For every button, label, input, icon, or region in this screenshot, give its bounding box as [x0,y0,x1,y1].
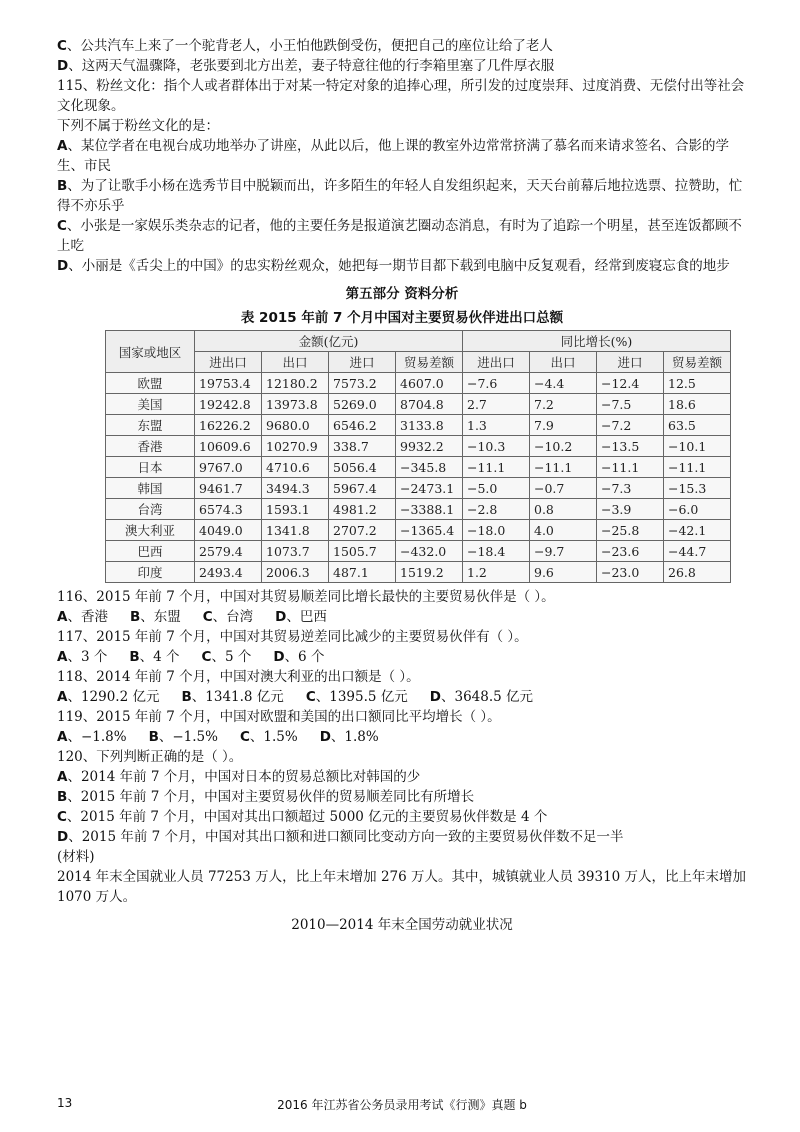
value-cell: 10270.9 [262,436,329,457]
value-cell: 2.7 [463,394,530,415]
option-label: B [57,178,68,194]
q115-option-b [57,176,747,216]
value-cell: 1073.7 [262,541,329,562]
region-cell: 东盟 [106,415,195,436]
option-label: C [57,218,67,234]
option-text: 、−1.5% [158,729,218,745]
option-label: B [181,689,192,705]
option-text: 、香港 [67,609,108,625]
value-cell: 2493.4 [195,562,262,583]
table-title: 表 2015 年前 7 个月中国对主要贸易伙伴进出口总额 [240,310,564,326]
question-120-stem: 120、下列判断正确的是（ ）。 [57,749,243,765]
option-label: C [202,609,213,625]
table-group-header-growth: 同比增长(%) [463,331,731,352]
table-body [106,373,731,583]
table-row [106,520,731,541]
column-header: 贸易差额 [664,352,731,373]
table-row [106,499,731,520]
q117-option-d [273,647,324,667]
material-subtitle: 2010—2014 年末全国劳动就业状况 [291,917,513,933]
value-cell: 4607.0 [396,373,463,394]
option-text: 、小张是一家娱乐类杂志的记者，他的主要任务是报道演艺圈动态消息，有时为了追踪一个明星，甚至连饭都顾不上吃 [57,218,742,254]
option-text: 、2014 年前 7 个月，中国对日本的贸易总额比对韩国的少 [67,769,421,785]
value-cell: 1.3 [463,415,530,436]
page-content [57,36,747,935]
value-cell: 4.0 [530,520,597,541]
option-text: 、东盟 [140,609,181,625]
region-cell: 台湾 [106,499,195,520]
option-text: 、小丽是《舌尖上的中国》的忠实粉丝观众，她把每一期节目都下载到电脑中反复观看，经常到废寝忘食的地步 [68,258,730,274]
column-header: 出口 [262,352,329,373]
option-text: 、1.5% [249,729,298,745]
value-cell: −432.0 [396,541,463,562]
q117-option-c [202,647,252,667]
value-cell: 12.5 [664,373,731,394]
region-cell: 美国 [106,394,195,415]
q119-option-c [240,727,298,747]
table-row [106,457,731,478]
value-cell: 2707.2 [329,520,396,541]
value-cell: −18.4 [463,541,530,562]
q120-option-b [57,787,747,807]
value-cell: 9932.2 [396,436,463,457]
value-cell: 9.6 [530,562,597,583]
q115-option-c [57,216,747,256]
region-cell: 香港 [106,436,195,457]
value-cell: −7.5 [597,394,664,415]
region-cell: 巴西 [106,541,195,562]
option-text: 、4 个 [139,649,180,665]
value-cell: 18.6 [664,394,731,415]
option-text: 、台湾 [212,609,254,625]
value-cell: 26.8 [664,562,731,583]
option-text: 、某位学者在电视台成功地举办了讲座，从此以后，他上课的教室外边常常挤满了慕名而来请求签名、合影的学生、市民 [57,138,729,174]
region-cell: 欧盟 [106,373,195,394]
q115-option-d [57,256,747,276]
option-text: 、巴西 [286,609,327,625]
option-text: 、公共汽车上来了一个驼背老人，小王怕他跌倒受伤，便把自己的座位让给了老人 [66,38,553,54]
table-row [106,541,731,562]
value-cell: −11.1 [597,457,664,478]
value-cell: −11.1 [530,457,597,478]
q118-option-d [430,687,533,707]
option-label: D [57,58,69,74]
value-cell: 13973.8 [262,394,329,415]
value-cell: −11.1 [463,457,530,478]
value-cell: 8704.8 [396,394,463,415]
column-header: 进出口 [195,352,262,373]
region-cell: 澳大利亚 [106,520,195,541]
value-cell: 7573.2 [329,373,396,394]
value-cell: 7.9 [530,415,597,436]
q118-option-b [181,687,283,707]
value-cell: 5967.4 [329,478,396,499]
option-text: 、3 个 [67,649,108,665]
value-cell: −11.1 [664,457,731,478]
option-label: C [239,729,250,745]
question-119-stem: 119、2015 年前 7 个月，中国对欧盟和美国的出口额同比平均增长（ ）。 [57,709,501,725]
value-cell: 7.2 [530,394,597,415]
option-label: B [57,789,68,805]
option-text: 、1395.5 亿元 [315,689,408,705]
value-cell: −18.0 [463,520,530,541]
q117-option-a [57,647,107,667]
q120-option-d [57,827,747,847]
value-cell: −7.3 [597,478,664,499]
option-label: B [148,729,159,745]
value-cell: 19753.4 [195,373,262,394]
option-text: 、−1.8% [67,729,127,745]
value-cell: 4710.6 [262,457,329,478]
option-text: 、6 个 [284,649,325,665]
option-label: C [57,809,67,825]
footer-title: 2016 年江苏省公务员录用考试《行测》真题 b [277,1098,527,1112]
value-cell: 19242.8 [195,394,262,415]
table-row [106,436,731,457]
value-cell: −6.0 [664,499,731,520]
region-cell: 日本 [106,457,195,478]
table-row [106,373,731,394]
value-cell: −4.4 [530,373,597,394]
question-118-stem: 118、2014 年前 7 个月，中国对澳大利亚的出口额是（ ）。 [57,669,420,685]
q118-option-a [57,687,159,707]
value-cell: 3494.3 [262,478,329,499]
value-cell: 16226.2 [195,415,262,436]
table-group-header-amount: 金额(亿元) [195,331,463,352]
table-row [106,562,731,583]
option-label: D [273,649,285,665]
value-cell: 487.1 [329,562,396,583]
column-header: 贸易差额 [396,352,463,373]
option-text: 、2015 年前 7 个月，中国对其出口额超过 5000 亿元的主要贸易伙伴数是 4 个 [66,809,548,825]
option-label: A [57,689,68,705]
option-label: A [57,769,68,785]
value-cell: 1593.1 [262,499,329,520]
value-cell: 338.7 [329,436,396,457]
question-115-stem: 115、粉丝文化：指个人或者群体出于对某一特定对象的追捧心理，所引发的过度崇拜、过度消费、无偿付出等社会文化现象。 [57,78,745,114]
option-label: A [57,609,68,625]
column-header: 进出口 [463,352,530,373]
q116-option-d [275,607,327,627]
value-cell: 5056.4 [329,457,396,478]
q116-option-c [203,607,253,627]
table-row [106,478,731,499]
column-header: 出口 [530,352,597,373]
value-cell: −10.2 [530,436,597,457]
value-cell: 9767.0 [195,457,262,478]
q119-options [57,727,747,747]
value-cell: 6574.3 [195,499,262,520]
q120-option-c [57,807,747,827]
option-label: A [57,138,68,154]
value-cell: 63.5 [664,415,731,436]
value-cell: 9680.0 [262,415,329,436]
q117-option-b [129,647,179,667]
option-line [57,56,747,76]
value-cell: 1341.8 [262,520,329,541]
option-line [57,36,747,56]
table-header-row [106,331,731,352]
value-cell: −25.8 [597,520,664,541]
value-cell: −12.4 [597,373,664,394]
option-label: D [429,689,441,705]
option-label: C [57,38,67,54]
q119-option-b [149,727,218,747]
option-label: D [57,258,69,274]
option-label: D [57,829,69,845]
value-cell: −2473.1 [396,478,463,499]
value-cell: 2579.4 [195,541,262,562]
value-cell: 2006.3 [262,562,329,583]
q117-options [57,647,747,667]
value-cell: −7.2 [597,415,664,436]
option-text: 、5 个 [211,649,252,665]
column-header: 进口 [329,352,396,373]
option-text: 、1341.8 亿元 [191,689,284,705]
value-cell: −10.1 [664,436,731,457]
value-cell: −15.3 [664,478,731,499]
table-corner-header: 国家或地区 [106,331,195,373]
option-label: C [201,649,212,665]
q116-option-b [130,607,181,627]
value-cell: −13.5 [597,436,664,457]
value-cell: 5269.0 [329,394,396,415]
value-cell: −5.0 [463,478,530,499]
value-cell: 0.8 [530,499,597,520]
value-cell: 1.2 [463,562,530,583]
value-cell: 4981.2 [329,499,396,520]
value-cell: −9.7 [530,541,597,562]
q120-option-a [57,767,747,787]
region-cell: 韩国 [106,478,195,499]
q119-option-d [320,727,379,747]
question-117-stem: 117、2015 年前 7 个月，中国对其贸易逆差同比减少的主要贸易伙伴有（ ）。 [57,629,528,645]
q116-option-a [57,607,108,627]
value-cell: −23.6 [597,541,664,562]
value-cell: −3.9 [597,499,664,520]
option-text: 、这两天气温骤降，老张要到北方出差，妻子特意往他的行李箱里塞了几件厚衣服 [68,58,555,74]
value-cell: −1365.4 [396,520,463,541]
value-cell: 3133.8 [396,415,463,436]
value-cell: 10609.6 [195,436,262,457]
value-cell: −345.8 [396,457,463,478]
option-text: 、3648.5 亿元 [440,689,534,705]
option-label: A [57,649,68,665]
value-cell: −10.3 [463,436,530,457]
option-text: 、1.8% [330,729,379,745]
value-cell: 4049.0 [195,520,262,541]
option-text: 、1290.2 亿元 [67,689,160,705]
trade-table [105,330,731,583]
value-cell: −23.0 [597,562,664,583]
value-cell: 9461.7 [195,478,262,499]
value-cell: −0.7 [530,478,597,499]
option-label: A [57,729,68,745]
page-number: 13 [57,1096,73,1110]
option-label: D [275,609,287,625]
q115-option-a [57,136,747,176]
option-label: D [319,729,331,745]
question-115-prompt: 下列不属于粉丝文化的是： [57,118,219,134]
value-cell: 1505.7 [329,541,396,562]
q118-option-c [306,687,408,707]
material-text: 2014 年末全国就业人员 77253 万人，比上年末增加 276 万人。其中，城镇就业人员 39310 万人，比上年末增加 1070 万人。 [57,869,747,905]
value-cell: −42.1 [664,520,731,541]
option-label: B [129,609,141,625]
option-label: B [129,649,140,665]
option-label: C [305,689,316,705]
value-cell: −2.8 [463,499,530,520]
value-cell: 1519.2 [396,562,463,583]
q119-option-a [57,727,127,747]
column-header: 进口 [597,352,664,373]
value-cell: 6546.2 [329,415,396,436]
section-title: 第五部分 资料分析 [345,286,459,302]
q116-options [57,607,747,627]
question-116-stem: 116、2015 年前 7 个月，中国对其贸易顺差同比增长最快的主要贸易伙伴是（ ）。 [57,589,555,605]
table-row [106,415,731,436]
value-cell: −7.6 [463,373,530,394]
value-cell: 12180.2 [262,373,329,394]
value-cell: −44.7 [664,541,731,562]
option-text: 、2015 年前 7 个月，中国对其出口额和进口额同比变动方向一致的主要贸易伙伴数不足一半 [68,829,624,845]
value-cell: −3388.1 [396,499,463,520]
region-cell: 印度 [106,562,195,583]
option-text: 、2015 年前 7 个月，中国对主要贸易伙伴的贸易顺差同比有所增长 [67,789,475,805]
table-subheader-row [106,352,731,373]
table-row [106,394,731,415]
q118-options [57,687,747,707]
material-tag: (材料) [57,849,95,865]
option-text: 、为了让歌手小杨在选秀节目中脱颖而出，许多陌生的年轻人自发组织起来，天天台前幕后地拉选票、拉赞助，忙得不亦乐乎 [57,178,743,214]
